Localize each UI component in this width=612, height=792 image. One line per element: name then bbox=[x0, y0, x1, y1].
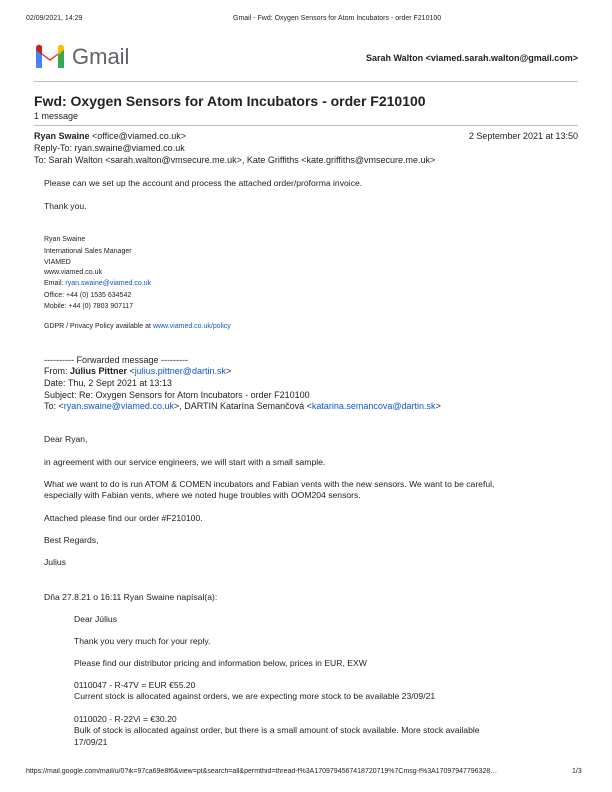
forward-to-end: > bbox=[435, 401, 441, 411]
body-line: Attached please find our order #F210100. bbox=[44, 513, 203, 523]
signature-role: International Sales Manager bbox=[44, 248, 132, 255]
message-count: 1 message bbox=[34, 111, 79, 121]
forward-open: < bbox=[127, 366, 135, 376]
forward-subject: Subject: Re: Oxygen Sensors for Atom Incubators - order F210100 bbox=[44, 390, 310, 400]
forward-to-email-link[interactable]: ryan.swaine@viamed.co.uk bbox=[63, 401, 174, 411]
reply-to: Reply-To: ryan.swaine@viamed.co.uk bbox=[34, 143, 185, 153]
signature-email-label: Email: bbox=[44, 280, 66, 287]
forward-sender-email-link[interactable]: julius.pittner@dartin.sk bbox=[134, 366, 226, 376]
divider bbox=[34, 81, 578, 82]
forward-date: Date: Thu, 2 Sept 2021 at 13:13 bbox=[44, 378, 172, 388]
body-line: Thank you very much for your reply. bbox=[74, 636, 211, 646]
body-line: Please can we set up the account and process the attached order/proforma invoice. bbox=[44, 178, 363, 188]
gmail-m-icon bbox=[34, 44, 66, 68]
body-line: Bulk of stock is allocated against order, but there is a small amount of stock available. More stock available bbox=[74, 725, 480, 735]
divider bbox=[34, 125, 578, 126]
gdpr-link[interactable]: www.viamed.co.uk/policy bbox=[152, 323, 231, 330]
body-line: Please find our distributor pricing and information below, prices in EUR, EXW bbox=[74, 658, 367, 668]
signature-email-link[interactable]: ryan.swaine@viamed.co.uk bbox=[65, 280, 152, 287]
body-line: 0110020 - R-22Vi = €30.20 bbox=[74, 714, 177, 724]
gmail-wordmark: Gmail bbox=[72, 44, 130, 69]
signature-company: VIAMED bbox=[44, 259, 71, 266]
forward-separator: ---------- Forwarded message --------- bbox=[44, 355, 188, 365]
forward-from bbox=[44, 366, 231, 376]
thread-subject: Fwd: Oxygen Sensors for Atom Incubators - order F210100 bbox=[34, 93, 426, 109]
signature-mobile: Mobile: +44 (0) 7803 907117 bbox=[44, 303, 134, 310]
gdpr-label: GDPR / Privacy Policy available at bbox=[44, 323, 153, 330]
forward-from-label: From: bbox=[44, 366, 70, 376]
print-title: Gmail - Fwd: Oxygen Sensors for Atom Incubators - order F210100 bbox=[233, 15, 442, 22]
recipients: To: Sarah Walton <sarah.walton@vmsecure.me.uk>, Kate Griffiths <kate.griffiths@vmsecure.me.uk> bbox=[34, 155, 436, 165]
body-line: Best Regards, bbox=[44, 535, 99, 545]
print-url: https://mail.google.com/mail/u/0?ik=97ca69e8f6&view=pt&search=all&permthid=thread-f%3A1709794567418720719%7Cmsg-f%3A17097947796328… bbox=[26, 768, 498, 775]
forward-sender-name: Július Pittner bbox=[70, 366, 128, 376]
forward-close: > bbox=[225, 366, 232, 376]
sender-email: <office@viamed.co.uk> bbox=[92, 131, 187, 141]
print-datetime: 02/09/2021, 14:29 bbox=[26, 15, 83, 22]
body-line: 17/09/21 bbox=[74, 737, 108, 747]
body-line: in agreement with our service engineers, we will start with a small sample. bbox=[44, 457, 326, 467]
signature-website-link[interactable]: www.viamed.co.uk bbox=[44, 269, 102, 276]
body-line: Dear Július bbox=[74, 614, 117, 624]
forward-to-mid: >, DARTIN Katarína Semančová < bbox=[173, 401, 312, 411]
body-line: especially with Fabian vents, where we noted huge troubles with OOM204 sensors. bbox=[44, 490, 361, 500]
sender-name: Ryan Swaine bbox=[34, 131, 90, 141]
body-line: What we want to do is run ATOM & COMEN incubators and Fabian vents with the new sensors. We want to be careful, bbox=[44, 479, 495, 489]
signature-office: Office: +44 (0) 1535 634542 bbox=[44, 292, 132, 299]
body-line: 0110047 - R-47V = EUR €55.20 bbox=[74, 680, 196, 690]
gdpr-note bbox=[44, 323, 231, 330]
body-line: Thank you. bbox=[44, 201, 87, 211]
forward-to-email-link[interactable]: katarina.semancova@dartin.sk bbox=[311, 401, 436, 411]
forward-to-label: To: < bbox=[44, 401, 64, 411]
gmail-logo bbox=[34, 42, 134, 72]
body-line: Julius bbox=[44, 557, 66, 567]
page-number: 1/3 bbox=[572, 768, 582, 775]
message-date: 2 September 2021 at 13:50 bbox=[468, 131, 578, 141]
quote-intro: Dňa 27.8.21 o 16:11 Ryan Swaine napísal(a): bbox=[44, 592, 218, 602]
message-from bbox=[34, 131, 186, 141]
body-line: Dear Ryan, bbox=[44, 434, 88, 444]
forward-to bbox=[44, 401, 441, 411]
account-email: Sarah Walton <viamed.sarah.walton@gmail.com> bbox=[365, 53, 578, 63]
signature-name: Ryan Swaine bbox=[44, 236, 86, 243]
body-line: Current stock is allocated against orders, we are expecting more stock to be available 23/09/21 bbox=[74, 691, 436, 701]
signature-email bbox=[44, 280, 151, 287]
